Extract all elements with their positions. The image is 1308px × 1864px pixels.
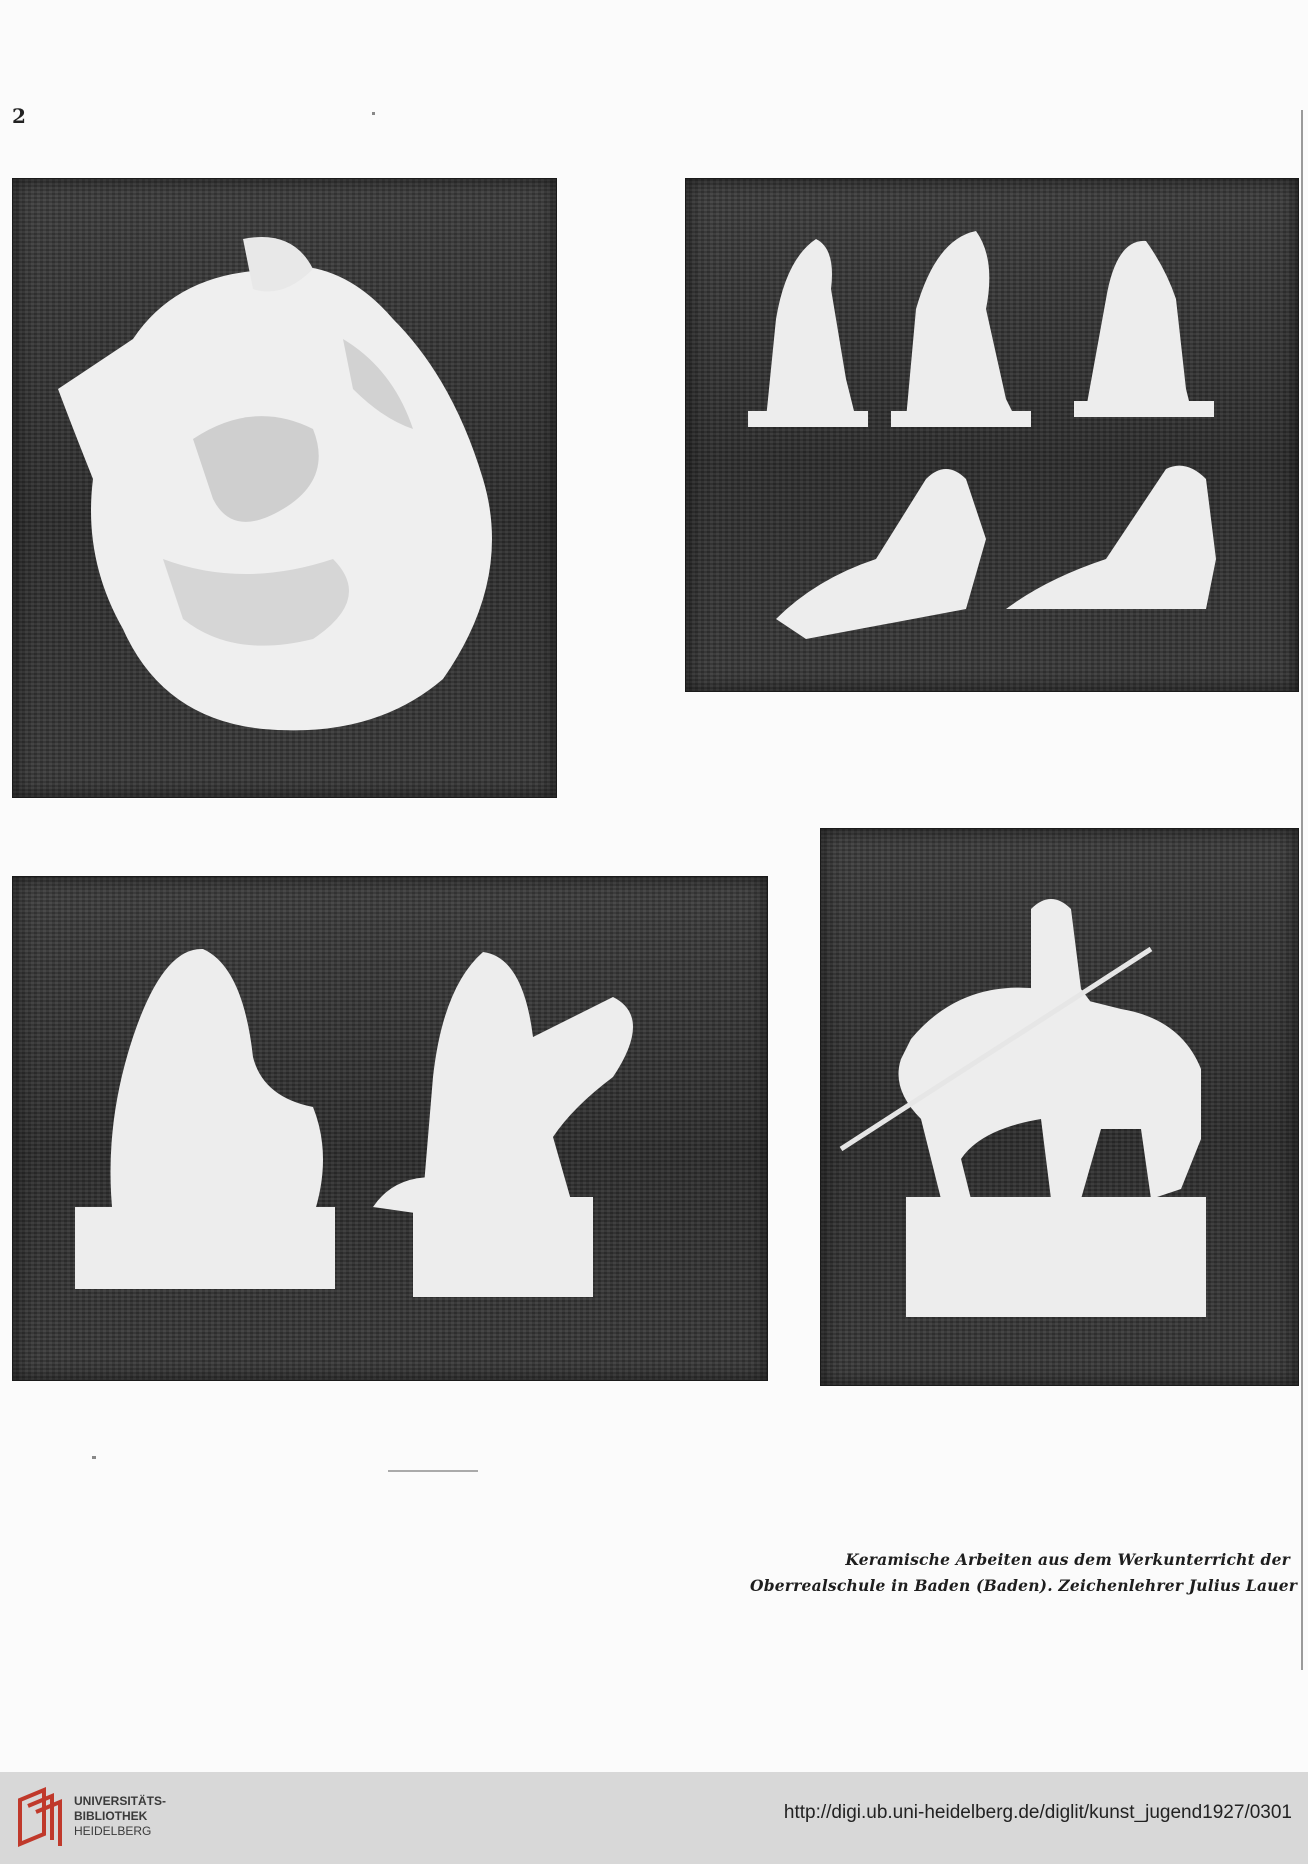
- photo-ceramic-head: [12, 178, 557, 798]
- page-number: 2: [12, 104, 26, 128]
- ceramic-head-sculpture: [13, 179, 556, 797]
- ceramic-figurines-group: [686, 179, 1298, 691]
- photo-ceramic-figurines: [685, 178, 1299, 692]
- footer-bar: [0, 1772, 1308, 1864]
- ceramic-horse-and-rider: [821, 829, 1298, 1385]
- print-speck: [372, 112, 375, 115]
- photo-ceramic-seated-figures: [12, 876, 768, 1381]
- print-speck: [388, 1470, 478, 1472]
- library-logo-icon: [14, 1786, 70, 1850]
- library-name: [74, 1794, 166, 1839]
- figure-caption: [750, 1547, 1298, 1599]
- library-name-line-3: HEIDELBERG: [74, 1824, 152, 1838]
- caption-line-1: Keramische Arbeiten aus dem Werkunterricht der: [845, 1550, 1290, 1569]
- print-speck: [92, 1456, 96, 1459]
- ceramic-seated-figures: [13, 877, 767, 1380]
- library-name-line-2: BIBLIOTHEK: [74, 1809, 148, 1823]
- photo-ceramic-horse-rider: [820, 828, 1299, 1386]
- page-edge-line: [1301, 110, 1303, 1670]
- library-name-line-1: UNIVERSITÄTS-: [74, 1794, 167, 1808]
- caption-line-2: Oberrealschule in Baden (Baden). Zeichenlehrer Julius Lauer: [750, 1576, 1298, 1595]
- source-url-link[interactable]: http://digi.ub.uni-heidelberg.de/diglit/kunst_jugend1927/0301: [783, 1802, 1292, 1823]
